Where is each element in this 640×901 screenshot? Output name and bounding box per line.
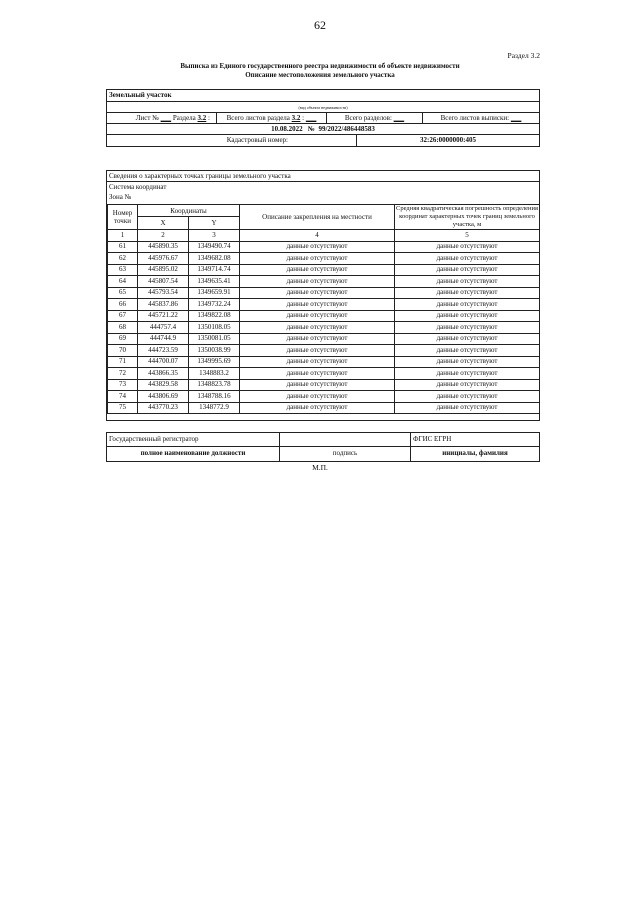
point-number: 68: [108, 322, 138, 334]
coord-x: 444723.59: [138, 345, 189, 357]
coord-y: 1348772.9: [189, 402, 240, 414]
col-num: 4: [240, 230, 395, 242]
coord-y: 1349659.91: [189, 287, 240, 299]
coord-y: 1349490.74: [189, 241, 240, 253]
number-sign: №: [307, 125, 315, 133]
coord-y: 1348823.78: [189, 379, 240, 391]
signature-block: [106, 432, 540, 462]
point-description: данные отсутствуют: [240, 241, 395, 253]
col-x: X: [138, 217, 189, 230]
point-error: данные отсутствуют: [395, 287, 540, 299]
object-type-caption: (вид объекта недвижимости): [107, 102, 539, 113]
point-error: данные отсутствуют: [395, 276, 540, 288]
total-extract-sheets-blank: ___: [510, 114, 522, 122]
extract-date-number: [107, 124, 539, 135]
coord-y: 1349635.41: [189, 276, 240, 288]
section-label: Раздел 3.2: [507, 51, 540, 60]
cadastral-label: Кадастровый номер:: [107, 135, 357, 147]
extract-number: 99/2022/486448583: [318, 125, 375, 133]
table-row: [108, 379, 540, 391]
total-section-sheets-blank: ___: [305, 114, 317, 122]
table-row: [108, 345, 540, 357]
point-error: данные отсутствуют: [395, 253, 540, 265]
page-number: 62: [314, 18, 326, 32]
total-section-sheets-label: Всего листов раздела: [226, 114, 290, 122]
point-error: данные отсутствуют: [395, 299, 540, 311]
coord-y: 1349822.08: [189, 310, 240, 322]
col-num: 5: [395, 230, 540, 242]
point-number: 64: [108, 276, 138, 288]
point-error: данные отсутствуют: [395, 310, 540, 322]
coord-x: 443866.35: [138, 368, 189, 380]
point-number: 74: [108, 391, 138, 403]
point-description: данные отсутствуют: [240, 379, 395, 391]
coord-x: 445890.35: [138, 241, 189, 253]
system-label: ФГИС ЕГРН: [413, 435, 452, 443]
total-extract-sheets-label: Всего листов выписки:: [440, 114, 510, 122]
point-number: 61: [108, 241, 138, 253]
point-description: данные отсутствуют: [240, 345, 395, 357]
coord-y: 1349714.74: [189, 264, 240, 276]
table-row: [108, 402, 540, 414]
name-caption: инициалы, фамилия: [442, 449, 508, 457]
point-number: 69: [108, 333, 138, 345]
point-number: 71: [108, 356, 138, 368]
object-header-block: [106, 89, 540, 147]
col-error: Средняя квадратическая погрешность определения координат характерных точек границ земельного участка, м: [396, 205, 538, 228]
table-row: [108, 333, 540, 345]
document-title: Выписка из Единого государственного реестра недвижимости об объекте недвижимости: [180, 62, 460, 70]
coord-system-label: Система координат: [109, 183, 167, 191]
signature-caption: подпись: [280, 447, 411, 462]
table-row: [108, 299, 540, 311]
point-number: 66: [108, 299, 138, 311]
registrar-label: Государственный регистратор: [107, 433, 280, 446]
coord-y: 1349682.08: [189, 253, 240, 265]
col-num: 3: [189, 230, 240, 242]
point-description: данные отсутствуют: [240, 287, 395, 299]
total-section-sheets-value: 3.2: [291, 114, 301, 122]
point-description: данные отсутствуют: [240, 391, 395, 403]
total-sections-label: Всего разделов:: [344, 114, 392, 122]
extract-date: 10.08.2022: [271, 125, 303, 133]
point-error: данные отсутствуют: [395, 241, 540, 253]
point-error: данные отсутствуют: [395, 391, 540, 403]
coord-x: 444744.9: [138, 333, 189, 345]
point-description: данные отсутствуют: [240, 299, 395, 311]
coord-x: 445721.22: [138, 310, 189, 322]
col-num: 2: [138, 230, 189, 242]
coord-y: 1350038.99: [189, 345, 240, 357]
zone-label: Зона №: [109, 193, 132, 201]
coord-y: 1349995.69: [189, 356, 240, 368]
col-coords: Координаты: [138, 205, 240, 217]
sheet-value: ___: [160, 114, 172, 122]
table-row: [108, 322, 540, 334]
point-error: данные отсутствуют: [395, 356, 540, 368]
coord-y: 1349732.24: [189, 299, 240, 311]
coord-x: 444757.4: [138, 322, 189, 334]
total-sections-blank: ___: [393, 114, 405, 122]
boundary-points-block: [106, 170, 540, 421]
point-error: данные отсутствуют: [395, 368, 540, 380]
point-description: данные отсутствуют: [240, 253, 395, 265]
point-description: данные отсутствуют: [240, 310, 395, 322]
coord-x: 445976.67: [138, 253, 189, 265]
point-number: 67: [108, 310, 138, 322]
table-row: [108, 253, 540, 265]
coord-x: 443770.23: [138, 402, 189, 414]
point-number: 70: [108, 345, 138, 357]
coord-y: 1348883.2: [189, 368, 240, 380]
point-error: данные отсутствуют: [395, 322, 540, 334]
table-row: [108, 368, 540, 380]
section-label-inline: Раздела: [172, 114, 196, 122]
point-error: данные отсутствуют: [395, 379, 540, 391]
point-error: данные отсутствуют: [395, 333, 540, 345]
col-point-no: Номер точки: [108, 205, 138, 230]
table-row: [108, 310, 540, 322]
coord-x: 444700.07: [138, 356, 189, 368]
table-row: [108, 391, 540, 403]
point-number: 72: [108, 368, 138, 380]
stamp-label: М.П.: [312, 463, 328, 472]
coord-x: 445837.86: [138, 299, 189, 311]
position-caption: полное наименование должности: [107, 447, 280, 462]
object-type: Земельный участок: [107, 90, 539, 102]
table-row: [108, 287, 540, 299]
point-number: 73: [108, 379, 138, 391]
point-error: данные отсутствуют: [395, 345, 540, 357]
table-row: [108, 241, 540, 253]
coord-x: 445807.54: [138, 276, 189, 288]
document-subtitle: Описание местоположения земельного участка: [245, 71, 395, 79]
point-description: данные отсутствуют: [240, 402, 395, 414]
coord-y: 1348788.16: [189, 391, 240, 403]
point-number: 75: [108, 402, 138, 414]
point-description: данные отсутствуют: [240, 333, 395, 345]
point-description: данные отсутствуют: [240, 276, 395, 288]
col-num: 1: [108, 230, 138, 242]
point-description: данные отсутствуют: [240, 368, 395, 380]
coord-x: 443829.58: [138, 379, 189, 391]
point-error: данные отсутствуют: [395, 402, 540, 414]
sheet-info-row: [107, 113, 539, 124]
coord-x: 445895.02: [138, 264, 189, 276]
point-number: 63: [108, 264, 138, 276]
coord-x: 443806.69: [138, 391, 189, 403]
point-number: 62: [108, 253, 138, 265]
coord-y: 1350081.05: [189, 333, 240, 345]
col-description: Описание закрепления на местности: [240, 205, 395, 230]
point-error: данные отсутствуют: [395, 264, 540, 276]
coord-x: 445793.54: [138, 287, 189, 299]
section-value: 3.2: [197, 114, 207, 122]
point-description: данные отсутствуют: [240, 356, 395, 368]
total-section-sheets-sep: :: [302, 114, 305, 122]
cadastral-number: 32:26:0000000:405: [420, 136, 476, 144]
sheet-label: Лист №: [135, 114, 159, 122]
coord-y: 1350108.05: [189, 322, 240, 334]
section-sep: :: [208, 114, 210, 122]
points-table: [107, 204, 540, 414]
col-y: Y: [189, 217, 240, 230]
table-row: [108, 356, 540, 368]
cadastral-row: [107, 135, 539, 147]
point-description: данные отсутствуют: [240, 264, 395, 276]
table-row: [108, 264, 540, 276]
points-caption: Сведения о характерных точках границы земельного участка: [107, 171, 539, 182]
signature-field: [280, 433, 411, 446]
point-description: данные отсутствуют: [240, 322, 395, 334]
point-number: 65: [108, 287, 138, 299]
table-row: [108, 276, 540, 288]
